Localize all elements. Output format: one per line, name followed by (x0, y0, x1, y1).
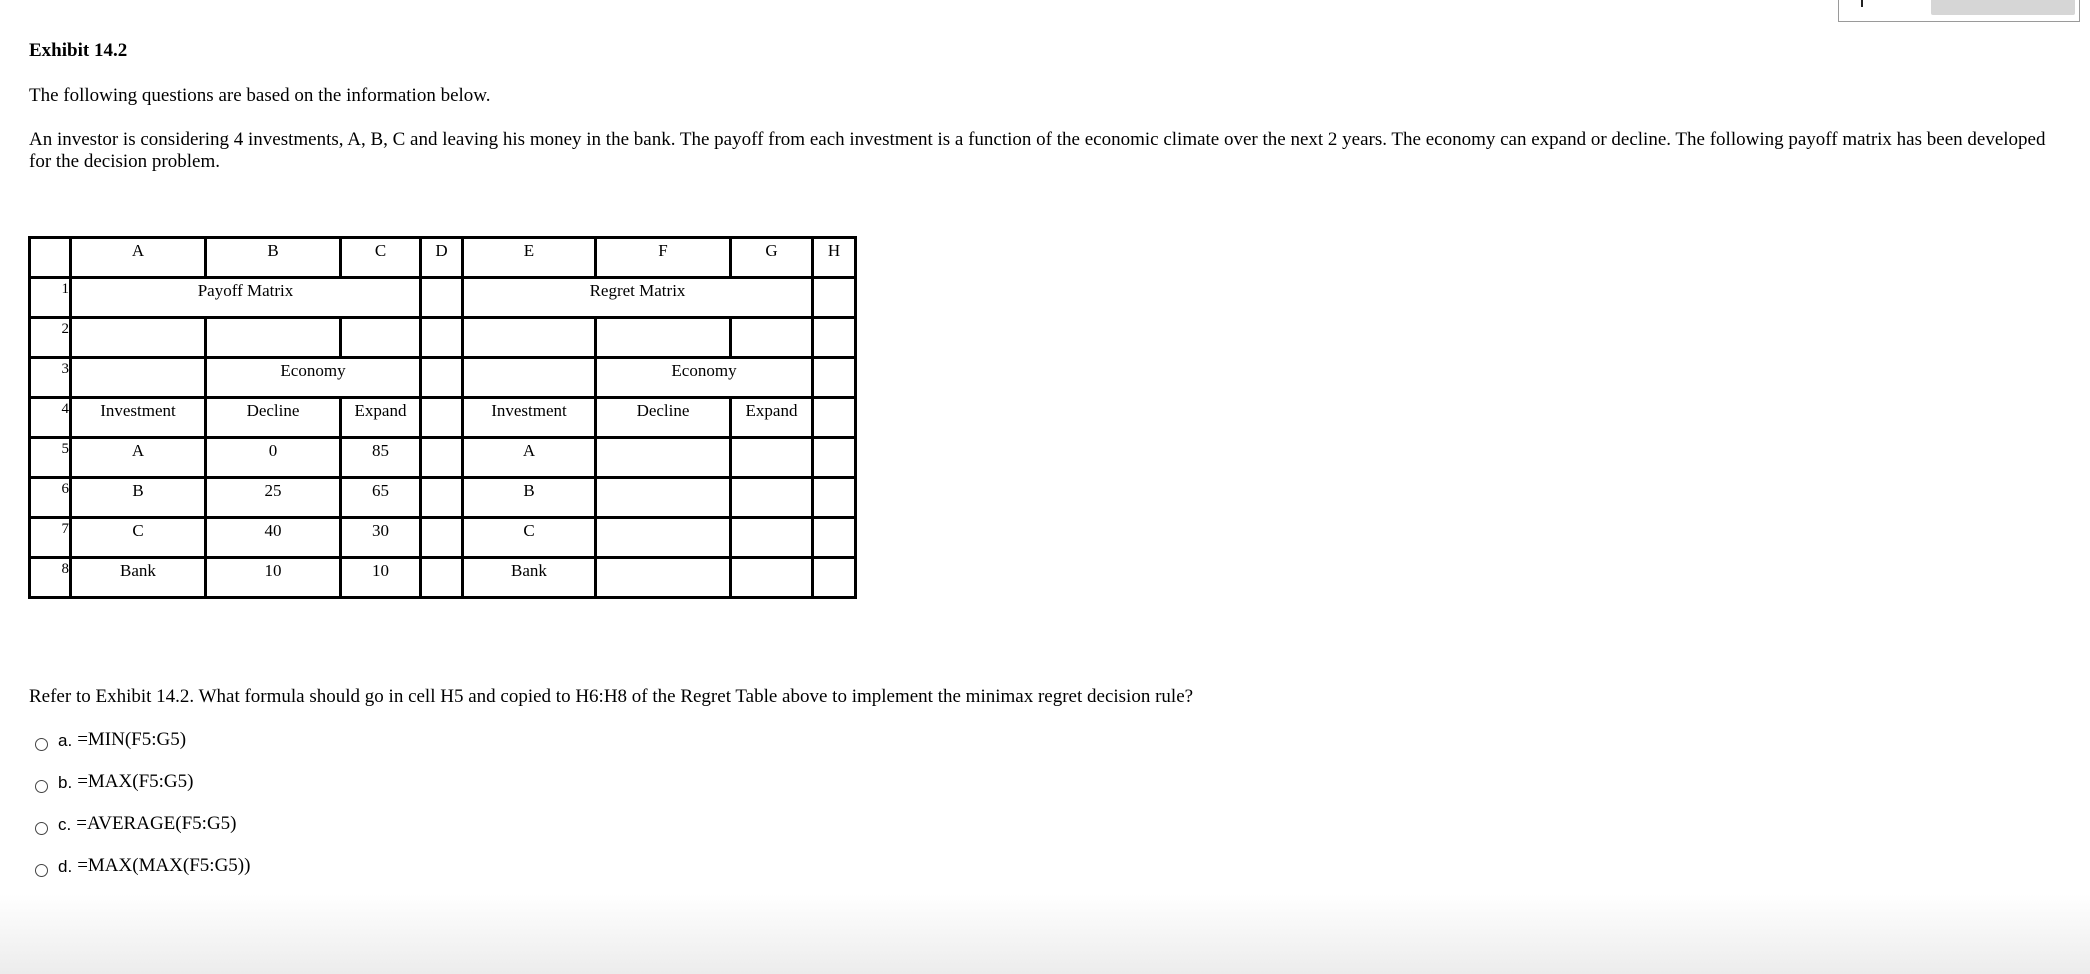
table-cell (421, 478, 463, 518)
table-cell (596, 478, 731, 518)
regret-investment-cell: C (463, 518, 596, 558)
row-number: 1 (30, 278, 71, 318)
header-decline: Decline (206, 398, 341, 438)
radio-button-icon[interactable] (35, 822, 48, 835)
row-number: 7 (30, 518, 71, 558)
table-row (30, 358, 856, 398)
column-header-a: A (71, 238, 206, 278)
header-investment-regret: Investment (463, 398, 596, 438)
table-cell (463, 358, 596, 398)
expand-value: 30 (341, 518, 421, 558)
option-letter: b. (58, 773, 73, 792)
table-cell (341, 318, 421, 358)
table-cell (596, 518, 731, 558)
decline-value: 0 (206, 438, 341, 478)
table-cell (421, 278, 463, 318)
investment-cell: C (71, 518, 206, 558)
column-header-d: D (421, 238, 463, 278)
table-row (30, 558, 856, 598)
column-header-g: G (731, 238, 813, 278)
table-cell (421, 558, 463, 598)
expand-value: 10 (341, 558, 421, 598)
column-header-row (30, 238, 856, 278)
header-expand-regret: Expand (731, 398, 813, 438)
payoff-matrix-title: Payoff Matrix (71, 278, 421, 318)
option-text[interactable]: =AVERAGE(F5:G5) (76, 813, 237, 834)
row-number: 3 (30, 358, 71, 398)
column-header-f: F (596, 238, 731, 278)
header-expand: Expand (341, 398, 421, 438)
table-cell (813, 278, 856, 318)
table-cell (813, 518, 856, 558)
table-row (30, 278, 856, 318)
table-row (30, 318, 856, 358)
option-text[interactable]: =MAX(F5:G5) (77, 771, 194, 792)
table-cell (813, 438, 856, 478)
column-header-c: C (341, 238, 421, 278)
table-cell (813, 398, 856, 438)
expand-value: 65 (341, 478, 421, 518)
investment-cell: A (71, 438, 206, 478)
option-text[interactable]: =MAX(MAX(F5:G5)) (77, 855, 251, 876)
table-cell (596, 558, 731, 598)
column-header-e: E (463, 238, 596, 278)
table-row (30, 478, 856, 518)
top-toolbar-widget (1838, 0, 2080, 22)
table-cell (71, 318, 206, 358)
table-cell (813, 478, 856, 518)
option-text[interactable]: =MIN(F5:G5) (77, 729, 187, 750)
toolbar-button[interactable] (1931, 0, 2075, 15)
row-number: 6 (30, 478, 71, 518)
column-header-b: B (206, 238, 341, 278)
table-cell (731, 558, 813, 598)
table-cell (731, 438, 813, 478)
table-cell (71, 358, 206, 398)
expand-value: 85 (341, 438, 421, 478)
table-cell (421, 518, 463, 558)
decline-value: 40 (206, 518, 341, 558)
problem-description: An investor is considering 4 investments, A, B, C and leaving his money in the bank. The payoff from each investment is a function of the economic climate over the next 2 years. The economy can expand or decline. The following payoff matrix has been developed for the decision problem. (29, 129, 2046, 172)
option-d[interactable] (35, 854, 250, 896)
row-number: 4 (30, 398, 71, 438)
table-cell (596, 438, 731, 478)
option-b[interactable] (35, 770, 250, 812)
regret-investment-cell: B (463, 478, 596, 518)
table-cell (421, 398, 463, 438)
option-letter: d. (58, 857, 73, 876)
table-cell (731, 478, 813, 518)
table-cell (463, 318, 596, 358)
table-row (30, 518, 856, 558)
option-letter: c. (58, 815, 72, 834)
table-cell (206, 318, 341, 358)
option-c[interactable] (35, 812, 250, 854)
corner-cell (30, 238, 71, 278)
regret-investment-cell: Bank (463, 558, 596, 598)
table-cell (731, 318, 813, 358)
option-letter: a. (58, 731, 73, 750)
answer-options (35, 728, 250, 896)
question-text: Refer to Exhibit 14.2. What formula should go in cell H5 and copied to H6:H8 of the Regret Table above to implement the minimax regret decision rule? (29, 686, 1194, 707)
table-cell (813, 318, 856, 358)
decline-value: 10 (206, 558, 341, 598)
intro-line: The following questions are based on the information below. (29, 85, 491, 106)
row-number: 5 (30, 438, 71, 478)
table-cell (421, 358, 463, 398)
regret-matrix-title: Regret Matrix (463, 278, 813, 318)
toolbar-marker-icon (1861, 0, 1863, 7)
regret-investment-cell: A (463, 438, 596, 478)
table-cell (813, 558, 856, 598)
table-cell (421, 318, 463, 358)
row-number: 2 (30, 318, 71, 358)
investment-cell: Bank (71, 558, 206, 598)
radio-button-icon[interactable] (35, 864, 48, 877)
table-cell (813, 358, 856, 398)
table-cell (596, 318, 731, 358)
column-header-h: H (813, 238, 856, 278)
exhibit-title: Exhibit 14.2 (29, 40, 128, 61)
table-cell (731, 518, 813, 558)
bottom-fade (0, 894, 2090, 974)
radio-button-icon[interactable] (35, 780, 48, 793)
header-investment: Investment (71, 398, 206, 438)
economy-label-payoff: Economy (206, 358, 421, 398)
investment-cell: B (71, 478, 206, 518)
header-decline-regret: Decline (596, 398, 731, 438)
table-cell (421, 438, 463, 478)
decline-value: 25 (206, 478, 341, 518)
radio-button-icon[interactable] (35, 738, 48, 751)
economy-label-regret: Economy (596, 358, 813, 398)
spreadsheet-table (28, 236, 857, 599)
table-row (30, 438, 856, 478)
row-number: 8 (30, 558, 71, 598)
table-row (30, 398, 856, 438)
option-a[interactable] (35, 728, 250, 770)
